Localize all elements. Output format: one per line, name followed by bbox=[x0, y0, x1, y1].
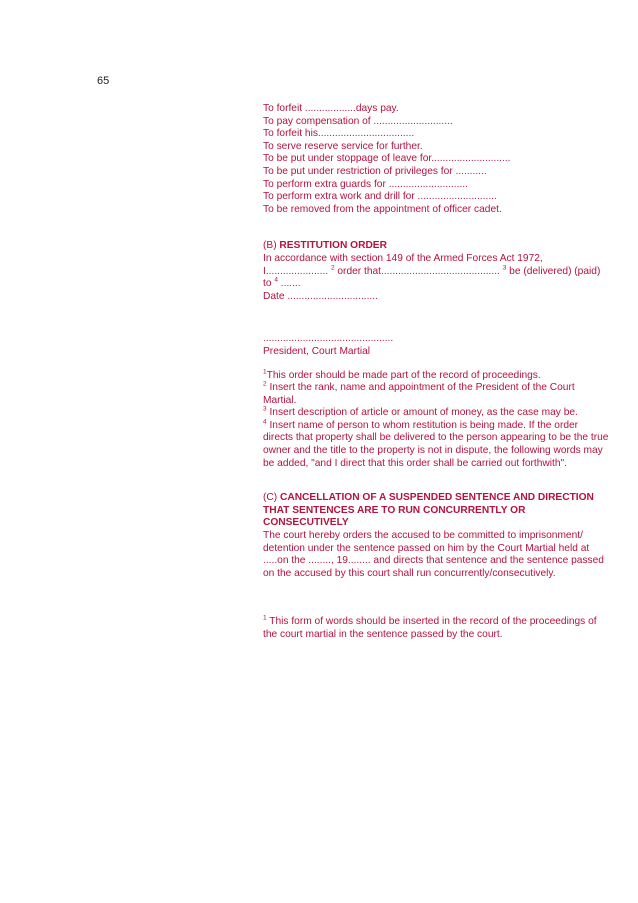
page-number: 65 bbox=[97, 75, 110, 87]
footnote: $^1$ This form of words should be inserted in the record of the proceedings of the court martial in the sentence passed by the court. bbox=[263, 615, 597, 640]
note: $^1$This order should be made part of the record of proceedings. bbox=[263, 368, 541, 381]
note: $^4$ Insert name of person to whom restitution is being made. If the order directs that property shall be delivered to the person appearing to be the true owner and the title to the property is not in dispute, the following words may be added, "and I direct that this order shall be carried out forthwith". bbox=[263, 418, 609, 469]
punishment-line: To serve reserve service for further. bbox=[263, 140, 423, 152]
punishment-line: To forfeit his.................................. bbox=[263, 128, 415, 140]
form-column bbox=[263, 103, 609, 642]
date-line: Date ................................ bbox=[263, 290, 378, 302]
note: $^2$ Insert the rank, name and appointment of the President of the Court Martial. bbox=[263, 380, 575, 406]
signature-line: .............................................. bbox=[263, 333, 394, 345]
cancellation-body: The court hereby orders the accused to be committed to imprisonment/ detention under the sentence passed on him by the Court Martial held at .....on the ........, 19........ and directs that sentence and the sentence passed on the accused by this court shall run concurrently/consecutively. bbox=[263, 530, 604, 579]
punishment-line: To perform extra guards for ............................ bbox=[263, 178, 468, 190]
punishment-line: To be put under restriction of privileges for ........... bbox=[263, 165, 487, 177]
punishment-line: To pay compensation of ............................ bbox=[263, 115, 453, 127]
punishment-line: To perform extra work and drill for ............................ bbox=[263, 191, 497, 203]
cancellation-heading: (C) CANCELLATION OF A SUSPENDED SENTENCE AND DIRECTION THAT SENTENCES ARE TO RUN CONCURRENTLY OR CONSECUTIVELY bbox=[263, 492, 594, 529]
punishment-line: To forfeit ..................days pay. bbox=[263, 103, 399, 114]
signature-title: President, Court Martial bbox=[263, 345, 371, 357]
restitution-notes bbox=[263, 370, 609, 471]
punishment-line: To be put under stoppage of leave for............................ bbox=[263, 153, 511, 165]
restitution-paragraph: In accordance with section 149 of the Armed Forces Act 1972, I...................... $^2$ order that.......................................... $^3$ be (delivered) (paid) to $^4$ ....... bbox=[263, 252, 601, 290]
punishment-line: To be removed from the appointment of officer cadet. bbox=[263, 203, 502, 215]
restitution-heading: (B) RESTITUTION ORDER bbox=[263, 240, 387, 252]
note: $^3$ Insert description of article or amount of money, as the case may be. bbox=[263, 405, 578, 419]
